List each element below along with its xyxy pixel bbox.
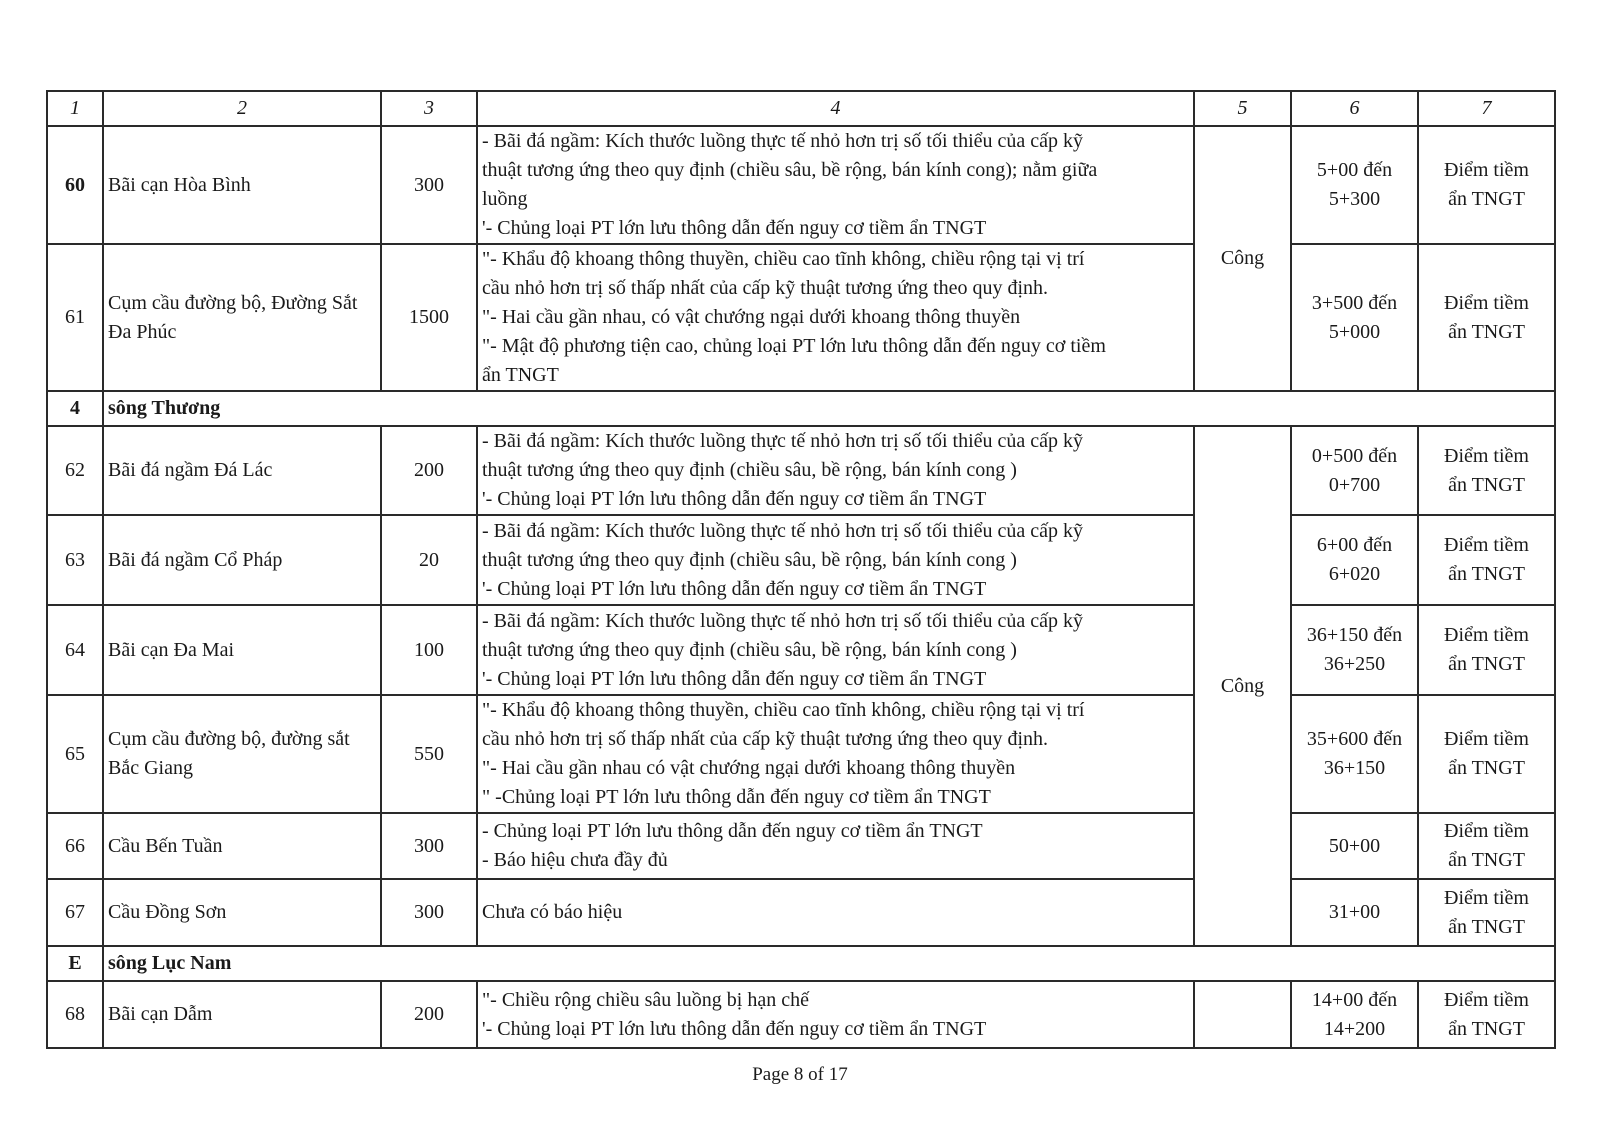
note-cell (1418, 126, 1555, 244)
length-value: 300 (381, 879, 477, 946)
description-line: cầu nhỏ hơn trị số thấp nhất của cấp kỹ thuật tương ứng theo quy định. (482, 277, 1049, 299)
km-line: 5+000 (1328, 320, 1381, 343)
description-line: "- Hai cầu gần nhau có vật chướng ngại dưới khoang thông thuyền (482, 757, 1016, 779)
description-line: "- Khẩu độ khoang thông thuyền, chiều cao tĩnh không, chiều rộng tại vị trí (482, 248, 1085, 270)
hazard-description (477, 981, 1194, 1048)
length-value: 300 (381, 813, 477, 879)
section-row (47, 391, 1555, 426)
section-row (47, 946, 1555, 981)
hazard-description (477, 126, 1194, 244)
description-line: thuật tương ứng theo quy định (chiều sâu, bề rộng, bán kính cong ) (482, 459, 1017, 481)
description-line: '- Chủng loại PT lớn lưu thông dẫn đến nguy cơ tiềm ẩn TNGT (482, 217, 987, 239)
note-line: ẩn TNGT (1448, 473, 1525, 496)
table-row (47, 981, 1555, 1048)
length-value: 550 (381, 695, 477, 813)
table-row (47, 426, 1555, 515)
note-line: ẩn TNGT (1448, 320, 1525, 343)
note-line: ẩn TNGT (1448, 1017, 1525, 1040)
length-value: 20 (381, 515, 477, 605)
note-line: ẩn TNGT (1448, 653, 1525, 675)
header-cell: 7 (1418, 91, 1555, 126)
section-code: 4 (47, 391, 103, 426)
description-line: ẩn TNGT (482, 364, 559, 386)
length-value: 200 (381, 426, 477, 515)
location-name: Bãi cạn Dẫm (103, 981, 381, 1048)
table-row (47, 605, 1555, 695)
header-row (47, 91, 1555, 126)
section-code: E (47, 946, 103, 981)
km-line: 35+600 đến (1306, 728, 1403, 750)
note-line: Điểm tiềm (1444, 291, 1529, 314)
header-cell: 2 (103, 91, 381, 126)
header-cell: 5 (1194, 91, 1291, 126)
note-line: ẩn TNGT (1448, 188, 1525, 210)
hazard-description (477, 695, 1194, 813)
note-cell (1418, 981, 1555, 1048)
km-range (1291, 981, 1418, 1048)
hazard-description (477, 244, 1194, 391)
table-row (47, 695, 1555, 813)
km-line: 0+500 đến (1311, 444, 1398, 467)
km-range (1291, 695, 1418, 813)
manager-cell: Công (1194, 426, 1291, 946)
note-cell (1418, 813, 1555, 879)
description-line: - Bãi đá ngầm: Kích thước luồng thực tế nhỏ hơn trị số tối thiểu của cấp kỹ (482, 609, 1084, 632)
description-line: thuật tương ứng theo quy định (chiều sâu, bề rộng, bán kính cong ) (482, 638, 1017, 661)
note-line: ẩn TNGT (1448, 915, 1525, 938)
note-line: Điểm tiềm (1444, 728, 1529, 750)
row-number: 62 (47, 426, 103, 515)
km-line: 36+250 (1323, 653, 1386, 675)
km-range (1291, 605, 1418, 695)
row-number: 65 (47, 695, 103, 813)
row-number: 60 (47, 126, 103, 244)
note-line: Điểm tiềm (1444, 988, 1529, 1011)
note-line: Điểm tiềm (1444, 444, 1529, 467)
note-line: ẩn TNGT (1448, 563, 1525, 585)
km-range (1291, 426, 1418, 515)
header-cell: 4 (477, 91, 1194, 126)
row-number: 67 (47, 879, 103, 946)
header-cell: 3 (381, 91, 477, 126)
note-line: Điểm tiềm (1444, 159, 1529, 181)
km-line: 0+700 (1328, 473, 1381, 496)
note-line: ẩn TNGT (1448, 849, 1525, 871)
description-line: cầu nhỏ hơn trị số thấp nhất của cấp kỹ thuật tương ứng theo quy định. (482, 728, 1049, 750)
table-row (47, 813, 1555, 879)
km-line: 31+00 (1328, 901, 1381, 923)
header-cell: 1 (47, 91, 103, 126)
km-line: 36+150 (1323, 757, 1386, 779)
description-line: luồng (482, 188, 528, 210)
table-row (47, 244, 1555, 391)
note-cell (1418, 605, 1555, 695)
km-line: 6+00 đến (1316, 534, 1393, 556)
location-name: Cụm cầu đường bộ, Đường Sắt Đa Phúc (103, 244, 381, 391)
length-value: 100 (381, 605, 477, 695)
row-number: 64 (47, 605, 103, 695)
manager-cell (1194, 981, 1291, 1048)
note-cell (1418, 515, 1555, 605)
length-value: 300 (381, 126, 477, 244)
note-cell (1418, 879, 1555, 946)
location-name: Bãi đá ngầm Cổ Pháp (103, 515, 381, 605)
hazard-description (477, 605, 1194, 695)
length-value: 1500 (381, 244, 477, 391)
hazard-table (46, 90, 1556, 1049)
page-number: Page 8 of 17 (752, 1064, 848, 1085)
section-name: sông Thương (103, 391, 1555, 426)
description-line: - Bãi đá ngầm: Kích thước luồng thực tế nhỏ hơn trị số tối thiểu của cấp kỹ (482, 430, 1084, 452)
km-range (1291, 813, 1418, 879)
location-name: Cụm cầu đường bộ, đường sắt Bắc Giang (103, 695, 381, 813)
location-name: Bãi đá ngầm Đá Lác (103, 426, 381, 515)
km-range (1291, 879, 1418, 946)
note-line: Điểm tiềm (1444, 886, 1529, 909)
description-line: '- Chủng loại PT lớn lưu thông dẫn đến nguy cơ tiềm ẩn TNGT (482, 577, 987, 600)
note-line: Điểm tiềm (1444, 534, 1529, 556)
km-line: 14+00 đến (1311, 988, 1398, 1011)
description-line: "- Mật độ phương tiện cao, chủng loại PT lớn lưu thông dẫn đến nguy cơ tiềm (482, 335, 1106, 357)
description-line: "- Hai cầu gần nhau, có vật chướng ngại dưới khoang thông thuyền (482, 306, 1021, 328)
description-line: thuật tương ứng theo quy định (chiều sâu, bề rộng, bán kính cong); nằm giữa (482, 159, 1098, 181)
description-line: " -Chủng loại PT lớn lưu thông dẫn đến nguy cơ tiềm ẩn TNGT (482, 786, 991, 808)
location-name: Cầu Bến Tuần (103, 813, 381, 879)
km-line: 5+300 (1328, 188, 1381, 210)
hazard-description (477, 515, 1194, 605)
note-line: Điểm tiềm (1444, 624, 1529, 646)
note-cell (1418, 244, 1555, 391)
description-line: - Bãi đá ngầm: Kích thước luồng thực tế nhỏ hơn trị số tối thiểu của cấp kỹ (482, 130, 1084, 152)
description-line: - Bãi đá ngầm: Kích thước luồng thực tế nhỏ hơn trị số tối thiểu của cấp kỹ (482, 519, 1084, 542)
table-row (47, 879, 1555, 946)
section-name: sông Lục Nam (103, 946, 1555, 981)
note-cell (1418, 695, 1555, 813)
description-line: '- Chủng loại PT lớn lưu thông dẫn đến nguy cơ tiềm ẩn TNGT (482, 667, 987, 690)
note-line: Điểm tiềm (1444, 820, 1529, 842)
description-line: '- Chủng loại PT lớn lưu thông dẫn đến nguy cơ tiềm ẩn TNGT (482, 1017, 987, 1040)
location-name: Bãi cạn Hòa Bình (103, 126, 381, 244)
description-line: '- Chủng loại PT lớn lưu thông dẫn đến nguy cơ tiềm ẩn TNGT (482, 488, 987, 510)
note-line: ẩn TNGT (1448, 757, 1525, 779)
hazard-description (477, 426, 1194, 515)
hazard-description (477, 813, 1194, 879)
km-range (1291, 515, 1418, 605)
hazard-description (477, 879, 1194, 946)
row-number: 61 (47, 244, 103, 391)
description-line: thuật tương ứng theo quy định (chiều sâu, bề rộng, bán kính cong ) (482, 548, 1017, 571)
description-line: - Chủng loại PT lớn lưu thông dẫn đến nguy cơ tiềm ẩn TNGT (482, 820, 983, 842)
location-name: Bãi cạn Đa Mai (103, 605, 381, 695)
row-number: 66 (47, 813, 103, 879)
note-cell (1418, 426, 1555, 515)
km-line: 14+200 (1323, 1017, 1386, 1040)
row-number: 63 (47, 515, 103, 605)
location-name: Cầu Đồng Sơn (103, 879, 381, 946)
km-line: 3+500 đến (1311, 291, 1398, 314)
km-line: 5+00 đến (1316, 159, 1393, 181)
table-row (47, 515, 1555, 605)
row-number: 68 (47, 981, 103, 1048)
manager-cell: Công (1194, 126, 1291, 391)
km-range (1291, 126, 1418, 244)
km-range (1291, 244, 1418, 391)
km-line: 6+020 (1328, 563, 1381, 585)
description-line: Chưa có báo hiệu (482, 901, 623, 923)
km-line: 50+00 (1328, 834, 1381, 857)
description-line: "- Chiều rộng chiều sâu luồng bị hạn chế (482, 988, 809, 1011)
length-value: 200 (381, 981, 477, 1048)
description-line: - Báo hiệu chưa đầy đủ (482, 849, 668, 871)
header-cell: 6 (1291, 91, 1418, 126)
table-row (47, 126, 1555, 244)
km-line: 36+150 đến (1306, 624, 1403, 646)
description-line: "- Khẩu độ khoang thông thuyền, chiều cao tĩnh không, chiều rộng tại vị trí (482, 699, 1085, 721)
